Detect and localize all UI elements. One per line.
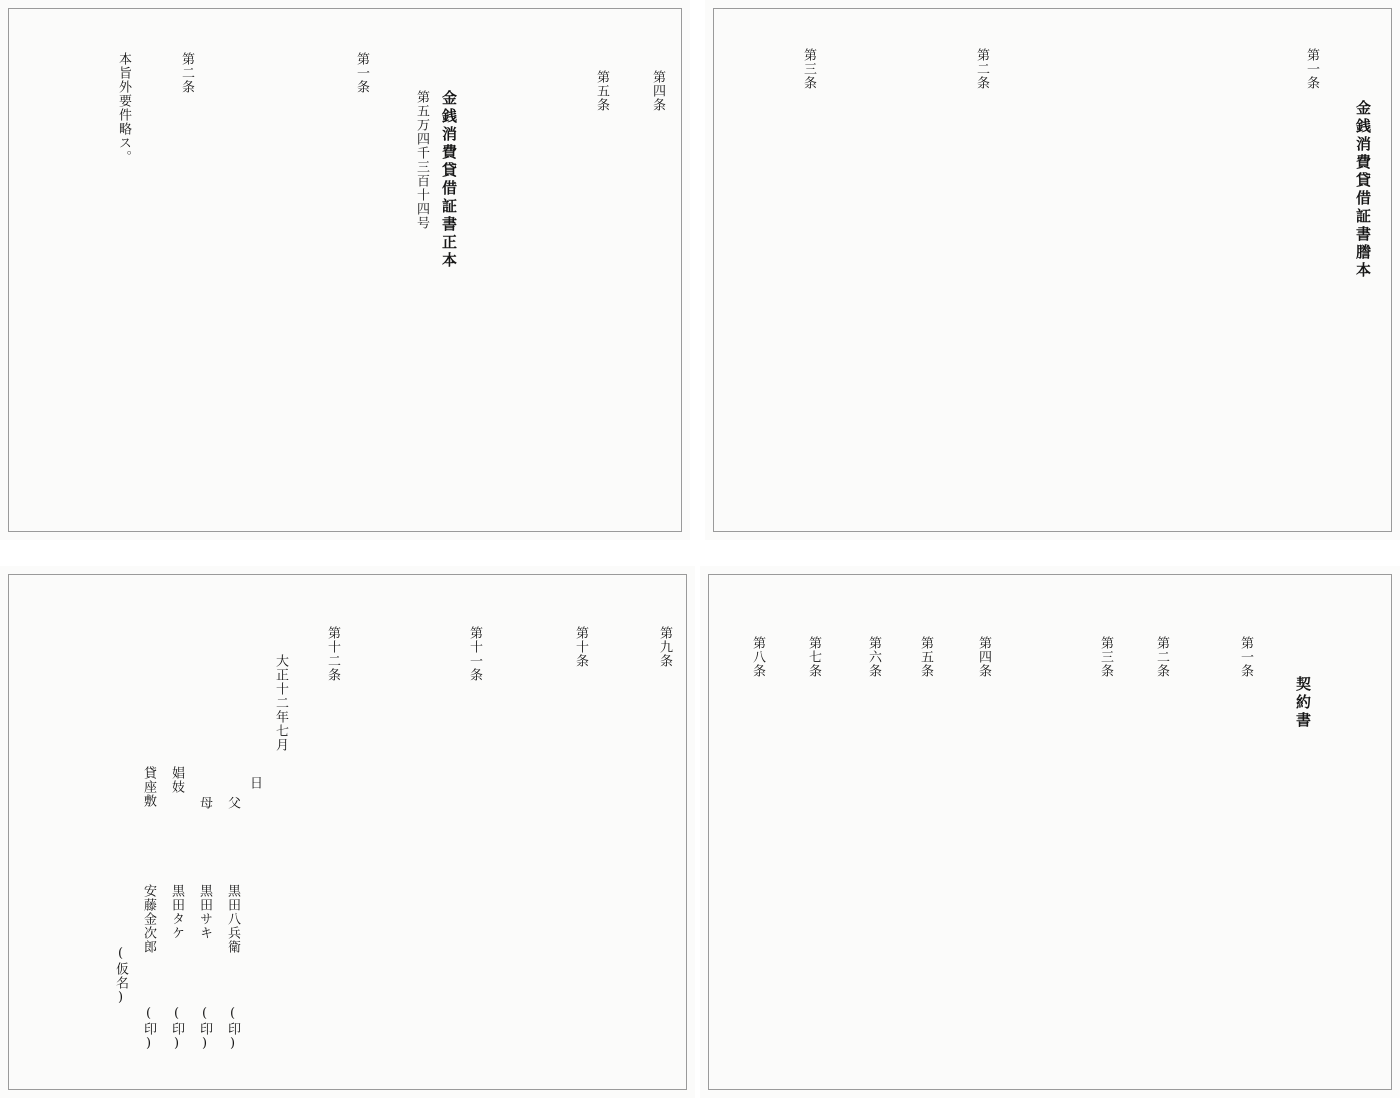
article-heading: 第二条 [974,48,989,90]
signatory-seal: (印) [225,1006,240,1052]
article-heading: 第十二条 [325,626,340,682]
signature-day: 日 [247,776,262,790]
panel-top-right [705,0,1400,540]
article-heading: 第三条 [801,48,816,90]
panel-bottom-left [0,566,695,1098]
article-heading: 第四条 [650,70,665,112]
panel-border [8,8,682,532]
signatory-role: 母 [197,796,212,810]
document-subtitle: 金銭消費貸借証書正本 [440,90,458,270]
article-heading: 第二条 [179,52,194,94]
panel-bottom-right [700,566,1400,1098]
kamei-note: (仮名) [113,946,128,1006]
signatory-name: 安藤金次郎 [141,884,156,954]
closing-line: 本旨外要件略ス。 [116,52,131,164]
article-heading: 第四条 [976,636,991,678]
article-heading: 第九条 [657,626,672,668]
signatory-name: 黒田サキ [197,884,212,940]
article-heading: 第五条 [594,70,609,112]
article-heading: 第十条 [573,626,588,668]
signatory-role: 父 [225,796,240,810]
signature-date: 大正十二年七月 [273,654,288,752]
article-heading: 第一条 [354,52,369,94]
signatory-seal: (印) [141,1006,156,1052]
article-heading: 第七条 [806,636,821,678]
signatory-seal: (印) [197,1006,212,1052]
signatory-role: 貸座敷 [141,766,156,808]
signatory-name: 黒田八兵衛 [225,884,240,954]
signatory-seal: (印) [169,1006,184,1052]
article-heading: 第五条 [918,636,933,678]
signatory-role: 娼妓 [169,766,184,794]
article-heading: 第一条 [1238,636,1253,678]
document-title: 金銭消費貸借証書謄本 [1354,100,1372,280]
article-heading: 第六条 [866,636,881,678]
panel-top-left [0,0,690,540]
contract-title: 契約書 [1294,676,1312,730]
article-heading: 第三条 [1098,636,1113,678]
document-number: 第五万四千三百十四号 [414,90,429,230]
article-heading: 第十一条 [467,626,482,682]
article-heading: 第一条 [1304,48,1319,90]
article-heading: 第二条 [1154,636,1169,678]
article-heading: 第八条 [750,636,765,678]
signatory-name: 黒田タケ [169,884,184,940]
